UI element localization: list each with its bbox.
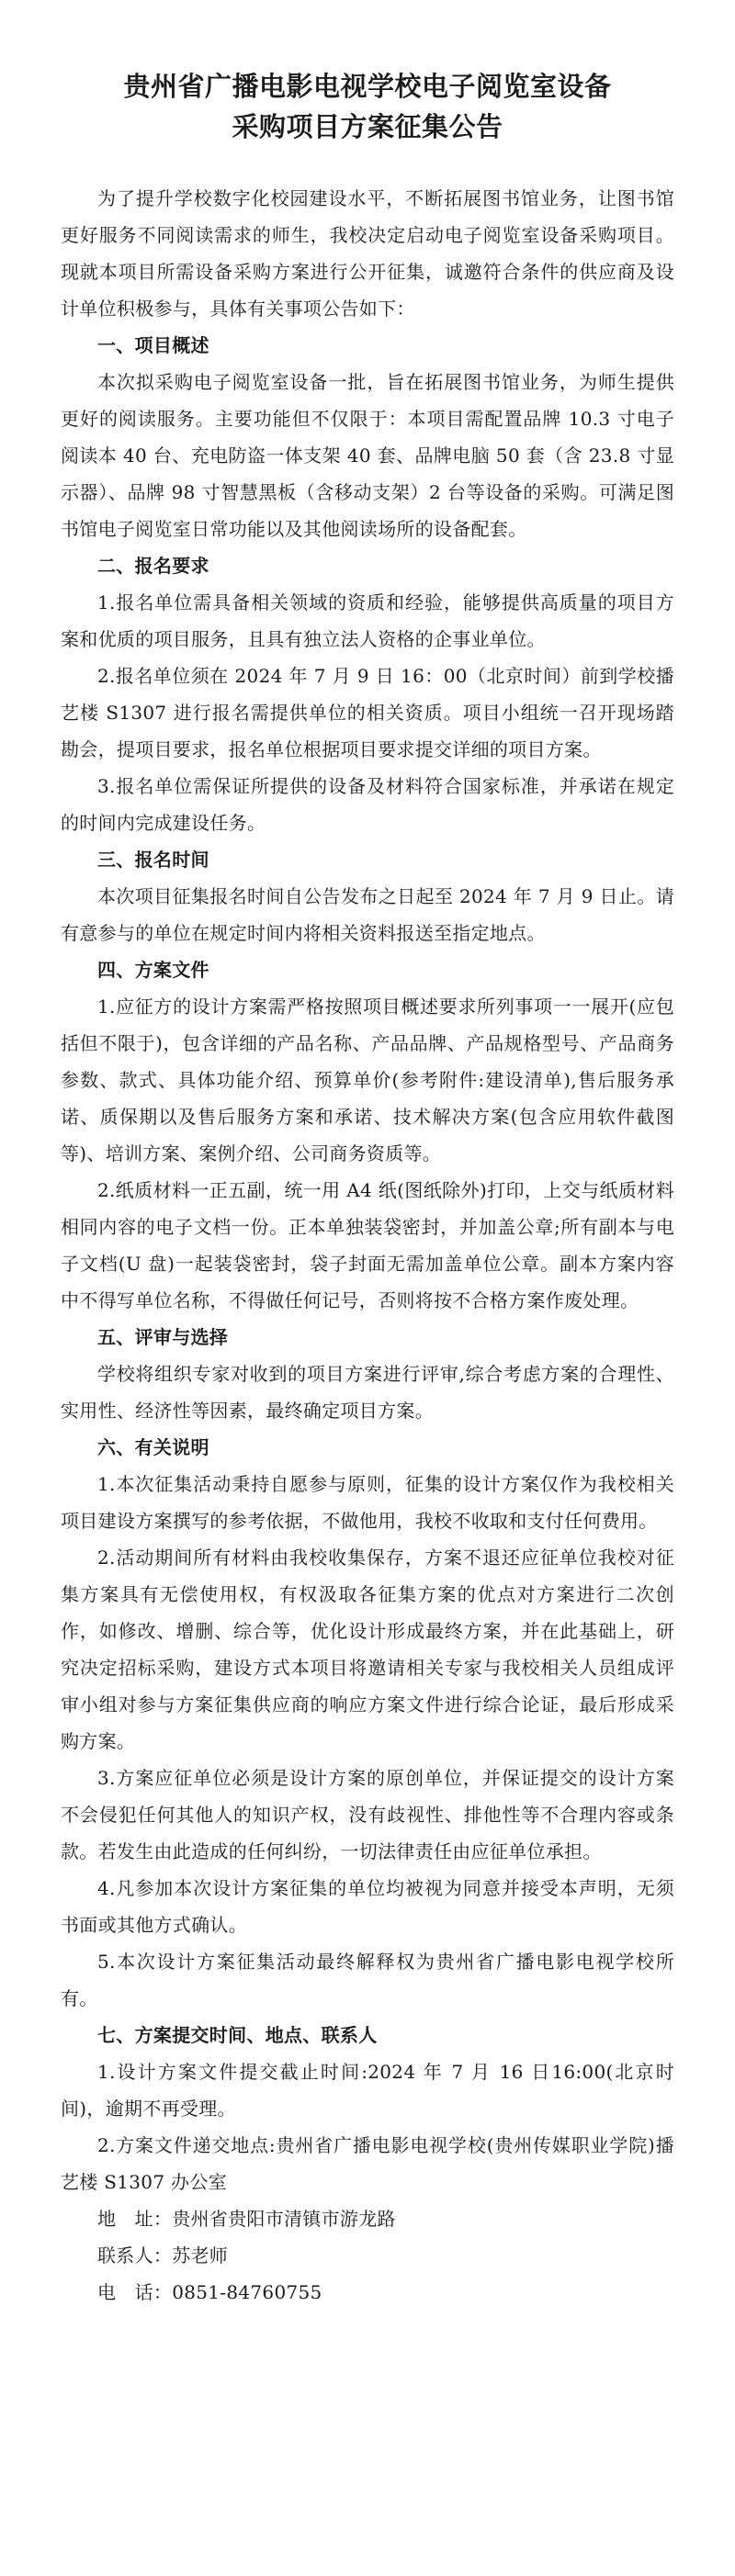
title-line-1: 贵州省广播电影电视学校电子阅览室设备	[123, 71, 612, 102]
notes-item-2: 2.活动期间所有材料由我校收集保存，方案不退还应征单位我校对征集方案具有无偿使用权，有权汲取各征集方案的优点对方案进行二次创作，如修改、增删、综合等，优化设计形成最终方案，并在此基础上，研究决定招标采购，建设方式本项目将邀请相关专家与我校相关人员组成评审小组对参与方案征集供应商的响应方案文件进行综合论证，最后形成采购方案。	[61, 1547, 674, 1752]
notes-item-1: 1.本次征集活动秉持自愿参与原则，征集的设计方案仅作为我校相关项目建设方案撰写的参考依据，不做他用，我校不收取和支付任何费用。	[61, 1473, 674, 1532]
submission-deadline: 1.设计方案文件提交截止时间:2024 年 7 月 16 日16:00(北京时间)，逾期不再受理。	[61, 2061, 674, 2120]
requirement-item-2: 2.报名单位须在 2024 年 7 月 9 日 16：00（北京时间）前到学校播艺楼 S1307 进行报名需提供单位的相关资质。项目小组统一召开现场踏勘会，提项目要求，报名单位根据项目要求提交详细的项目方案。	[61, 665, 674, 760]
proposal-document-item-1: 1.应征方的设计方案需严格按照项目概述要求所列事项一一展开(应包括但不限于)，包含详细的产品名称、产品品牌、产品规格型号、产品商务参数、款式、具体功能介绍、预算单价(参考附件:建设清单),售后服务承诺、质保期以及售后服务方案和承诺、技术解决方案(包含应用软件截图等)、培训方案、案例介绍、公司商务资质等。	[61, 996, 674, 1164]
title-line-2: 采购项目方案征集公告	[232, 111, 503, 142]
page-title	[61, 66, 674, 147]
registration-time-paragraph: 本次项目征集报名时间自公告发布之日起至 2024 年 7 月 9 日止。请有意参与的单位在规定时间内将相关资料报送至指定地点。	[61, 885, 674, 944]
requirement-item-3: 3.报名单位需保证所提供的设备及材料符合国家标准，并承诺在规定的时间内完成建设任务。	[61, 775, 674, 834]
section-heading-notes: 六、有关说明	[97, 1436, 209, 1458]
proposal-document-item-2: 2.纸质材料一正五副，统一用 A4 纸(图纸除外)打印，上交与纸质材料相同内容的电子文档一份。正本单独装袋密封，并加盖公章;所有副本与电子文档(U 盘)一起装袋密封，袋子封面无需加盖单位公章。副本方案内容中不得写单位名称，不得做任何记号，否则将按不合格方案作废处理。	[61, 1179, 674, 1311]
notes-item-4: 4.凡参加本次设计方案征集的单位均被视为同意并接受本声明，无须书面或其他方式确认。	[61, 1877, 674, 1936]
section-heading-proposal-documents: 四、方案文件	[97, 959, 209, 981]
section-heading-overview: 一、项目概述	[97, 334, 209, 356]
requirement-item-1: 1.报名单位需具备相关领域的资质和经验，能够提供高质量的项目方案和优质的项目服务，且具有独立法人资格的企事业单位。	[61, 591, 674, 650]
section-heading-registration-time: 三、报名时间	[97, 849, 209, 871]
notes-item-5: 5.本次设计方案征集活动最终解释权为贵州省广播电影电视学校所有。	[61, 1951, 674, 2009]
intro-paragraph: 为了提升学校数字化校园建设水平，不断拓展图书馆业务，让图书馆更好服务不同阅读需求的师生，我校决定启动电子阅览室设备采购项目。现就本项目所需设备采购方案进行公开征集，诚邀符合条件的供应商及设计单位积极参与，具体有关事项公告如下：	[61, 187, 674, 320]
review-paragraph: 学校将组织专家对收到的项目方案进行评审,综合考虑方案的合理性、实用性、经济性等因素，最终确定项目方案。	[61, 1363, 674, 1422]
contact-person: 联系人：苏老师	[97, 2244, 229, 2267]
section-heading-review: 五、评审与选择	[97, 1326, 229, 1348]
contact-address: 地 址：贵州省贵阳市清镇市游龙路	[97, 2208, 396, 2230]
section-heading-requirements: 二、报名要求	[97, 555, 209, 577]
submission-location: 2.方案文件递交地点:贵州省广播电影电视学校(贵州传媒职业学院)播艺楼 S1307 办公室	[61, 2134, 674, 2193]
section-heading-submission: 七、方案提交时间、地点、联系人	[97, 2024, 378, 2046]
contact-phone: 电 话：0851-84760755	[97, 2281, 322, 2303]
overview-paragraph: 本次拟采购电子阅览室设备一批，旨在拓展图书馆业务，为师生提供更好的阅读服务。主要功能但不仅限于：本项目需配置品牌 10.3 寸电子阅读本 40 台、充电防盗一体支架 40 套、品牌电脑 50 套（含 23.8 寸显示器）、品牌 98 寸智慧黑板（含移动支架）2 台等设备的采购。可满足图书馆电子阅览室日常功能以及其他阅读场所的设备配套。	[61, 371, 674, 540]
notes-item-3: 3.方案应征单位必须是设计方案的原创单位，并保证提交的设计方案不会侵犯任何其他人的知识产权，没有歧视性、排他性等不合理内容或条款。若发生由此造成的任何纠纷，一切法律责任由应征单位承担。	[61, 1767, 674, 1862]
